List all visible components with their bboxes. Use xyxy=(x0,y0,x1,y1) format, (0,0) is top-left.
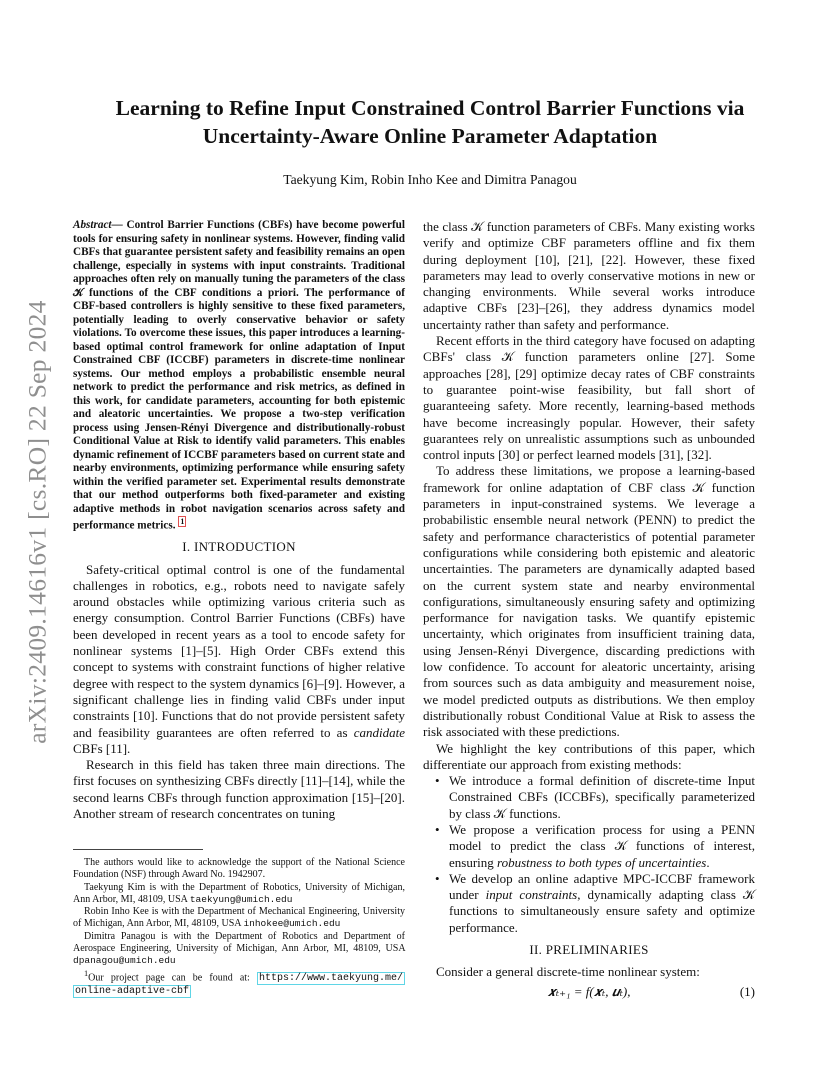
email-link[interactable]: taekyung@umich.edu xyxy=(189,893,293,905)
list-item: • We propose a verification process for using a PENN model to predict the class 𝒦 functions of interest, ensuring robustness to both types of uncertainties. xyxy=(449,822,755,871)
abstract-label: Abstract xyxy=(73,219,112,231)
section-heading-preliminaries: II. PRELIMINARIES xyxy=(529,942,649,958)
footnote-funding: The authors would like to acknowledge the support of the National Science Foundation (NSF) through Award No. 1942907. xyxy=(73,857,405,881)
project-page-link-continued[interactable]: online-adaptive-cbf xyxy=(75,986,190,998)
section-heading-introduction: I. INTRODUCTION xyxy=(182,539,296,555)
footnote-author-1: Taekyung Kim is with the Department of Robotics, University of Michigan, Ann Arbor, MI, 48109, USA taekyung@umich.edu xyxy=(73,881,405,905)
footnote-author-2: Robin Inho Kee is with the Department of Mechanical Engineering, University of Michigan, Ann Arbor, MI, 48109, USA inhokee@umich.edu xyxy=(73,906,405,930)
footnote-author-3: Dimitra Panagou is with the Department of Robotics and Department of Aerospace Engineering, University of Michigan, Ann Arbor, MI, 48109, USA dpanagou@umich.edu xyxy=(73,930,405,967)
abstract-footnote-link[interactable]: 1 xyxy=(180,517,185,526)
email-link[interactable]: inhokee@umich.edu xyxy=(243,918,341,930)
abstract xyxy=(73,219,405,533)
intro-paragraph-5: To address these limitations, we propose a learning-based framework for online adaptation of CBF class 𝒦 function parameters in input-constrained systems. We leverage a probabilistic ensemble neural network (PENN) to predict the safety and performance characteristics of potential parameter configurations while considering both epistemic and aleatoric uncertainties. The parameters are dynamically adapted based on the current system state and nearby environmental configurations, simultaneously ensuring safety and optimizing performance for navigation tasks. We quantify epistemic uncertainty, which originates from insufficient training data, using Jensen-Rényi Divergence, discarding predictions with low confidence. To account for aleatoric uncertainty, arising from sources such as data ambiguity and measurement noise, we model predicted outputs as distributions. We then employ distributionally robust Conditional Value at Risk to assess the risk associated with these predictions. xyxy=(423,463,755,740)
arxiv-identifier xyxy=(22,287,54,757)
arxiv-identifier-text: arXiv:2409.14616v1 [cs.RO] 22 Sep 2024 xyxy=(23,300,53,744)
footnote-rule xyxy=(73,849,203,850)
candidate-emphasis: candidate xyxy=(353,724,405,740)
abstract-text: — Control Barrier Functions (CBFs) have become powerful tools for ensuring safety in nonlinear systems. However, finding valid CBFs that guarantee persistent safety and feasibility remains an open challenge, especially in systems with input constraints. Traditional approaches often rely on manually tuning the parameters of the class 𝒦 functions of the CBF conditions a priori. The performance of CBF-based controllers is highly sensitive to these fixed parameters, potentially leading to overly conservative behavior or safety violations. To overcome these issues, this paper introduces a learning-based optimal control framework for online adaptation of Input Constrained CBF (ICCBF) parameters in discrete-time nonlinear systems. Our method employs a probabilistic ensemble neural network to predict the performance and risk metrics, as defined in this work, for candidate parameters, accounting for both epistemic and aleatoric uncertainties. We propose a two-step verification process using Jensen-Rényi Divergence and distributionally-robust Conditional Value at Risk to identify valid parameters. This enables dynamic refinement of ICCBF parameters based on current state and nearby environments, optimizing performance while ensuring safety within the verified parameter set. Experimental results demonstrate that our method outperforms both fixed-parameter and existing adaptive methods in robot navigation scenarios across safety and performance metrics. xyxy=(73,219,405,532)
equation-1 xyxy=(423,984,755,1006)
footnote-project-page: $^1$Our project page can be found at: https://www.taekyung.me/ online-adaptive-cbf xyxy=(75,968,403,998)
equation-number: (1) xyxy=(739,983,755,999)
paper-title xyxy=(70,94,790,150)
equation-expression: 𝒙ₜ₊₁ = f(𝒙ₜ, 𝒖ₜ), xyxy=(547,983,631,999)
contributions-intro: We highlight the key contributions of this paper, which differentiate our approach from existing methods: xyxy=(423,740,755,772)
contributions-list xyxy=(423,773,755,936)
email-link[interactable]: dpanagou@umich.edu xyxy=(73,955,176,967)
title-line-1: Learning to Refine Input Constrained Control Barrier Functions via xyxy=(115,96,745,120)
right-column xyxy=(423,219,755,1006)
intro-paragraph-4: Recent efforts in the third category have focused on adapting CBFs' class 𝒦 function parameters online [27]. Some approaches [28], [29] optimize decay rates of CBF constraints to guarantee point-wise feasibility, but fall short of guaranteeing safety. More recently, learning-based methods have become increasingly popular. However, their safety guarantees rely on unrealistic assumptions such as unbounded control inputs [30] or perfect learned models [31], [32]. xyxy=(423,333,755,463)
author-list: Taekyung Kim, Robin Inho Kee and Dimitra Panagou xyxy=(283,172,577,187)
list-item: • We develop an online adaptive MPC-ICCBF framework under input constraints, dynamically adapting class 𝒦 functions to simultaneously ensure safety and optimize performance. xyxy=(449,871,755,936)
intro-paragraph-2: Research in this field has taken three main directions. The first focuses on synthesizing CBFs directly [11]–[14], while the second learns CBFs through function approximation [15]–[20]. Another stream of research concentrates on tuning xyxy=(73,757,405,821)
footnotes xyxy=(73,857,405,999)
intro-paragraph-1: Safety-critical optimal control is one of the fundamental challenges in robotics, e.g., robots need to navigate safely around obstacles while optimizing various criteria such as energy consumption. Control Barrier Functions (CBFs) have been developed in recent years as a tool to encode safety for nonlinear systems [1]–[5]. High Order CBFs extend this concept to systems with constraint functions of higher relative degree with respect to the system dynamics [6]–[9]. However, a significant challenge lies in finding valid CBFs under input constraints [10]. Functions that do not provide persistent safety and feasibility guarantees are often referred to as candidate CBFs [11]. xyxy=(73,561,405,756)
intro-paragraph-3: the class 𝒦 function parameters of CBFs. Many existing works verify and optimize CBF parameters offline and fix them during deployment [10], [21], [22]. However, these fixed parameters may lead to overly conservative motions in new or changing environments. While several works introduce adaptive CBFs [23]–[26], they address dynamics model uncertainty rather than safety and performance. xyxy=(423,219,755,332)
project-page-link[interactable]: https://www.taekyung.me/ xyxy=(258,973,403,984)
left-column xyxy=(73,219,405,822)
title-line-2: Uncertainty-Aware Online Parameter Adaptation xyxy=(202,124,658,148)
list-item: • We introduce a formal definition of discrete-time Input Constrained CBFs (ICCBFs), specifically parameterized by class 𝒦 functions. xyxy=(449,773,755,822)
preliminaries-paragraph: Consider a general discrete-time nonlinear system: xyxy=(436,964,700,980)
